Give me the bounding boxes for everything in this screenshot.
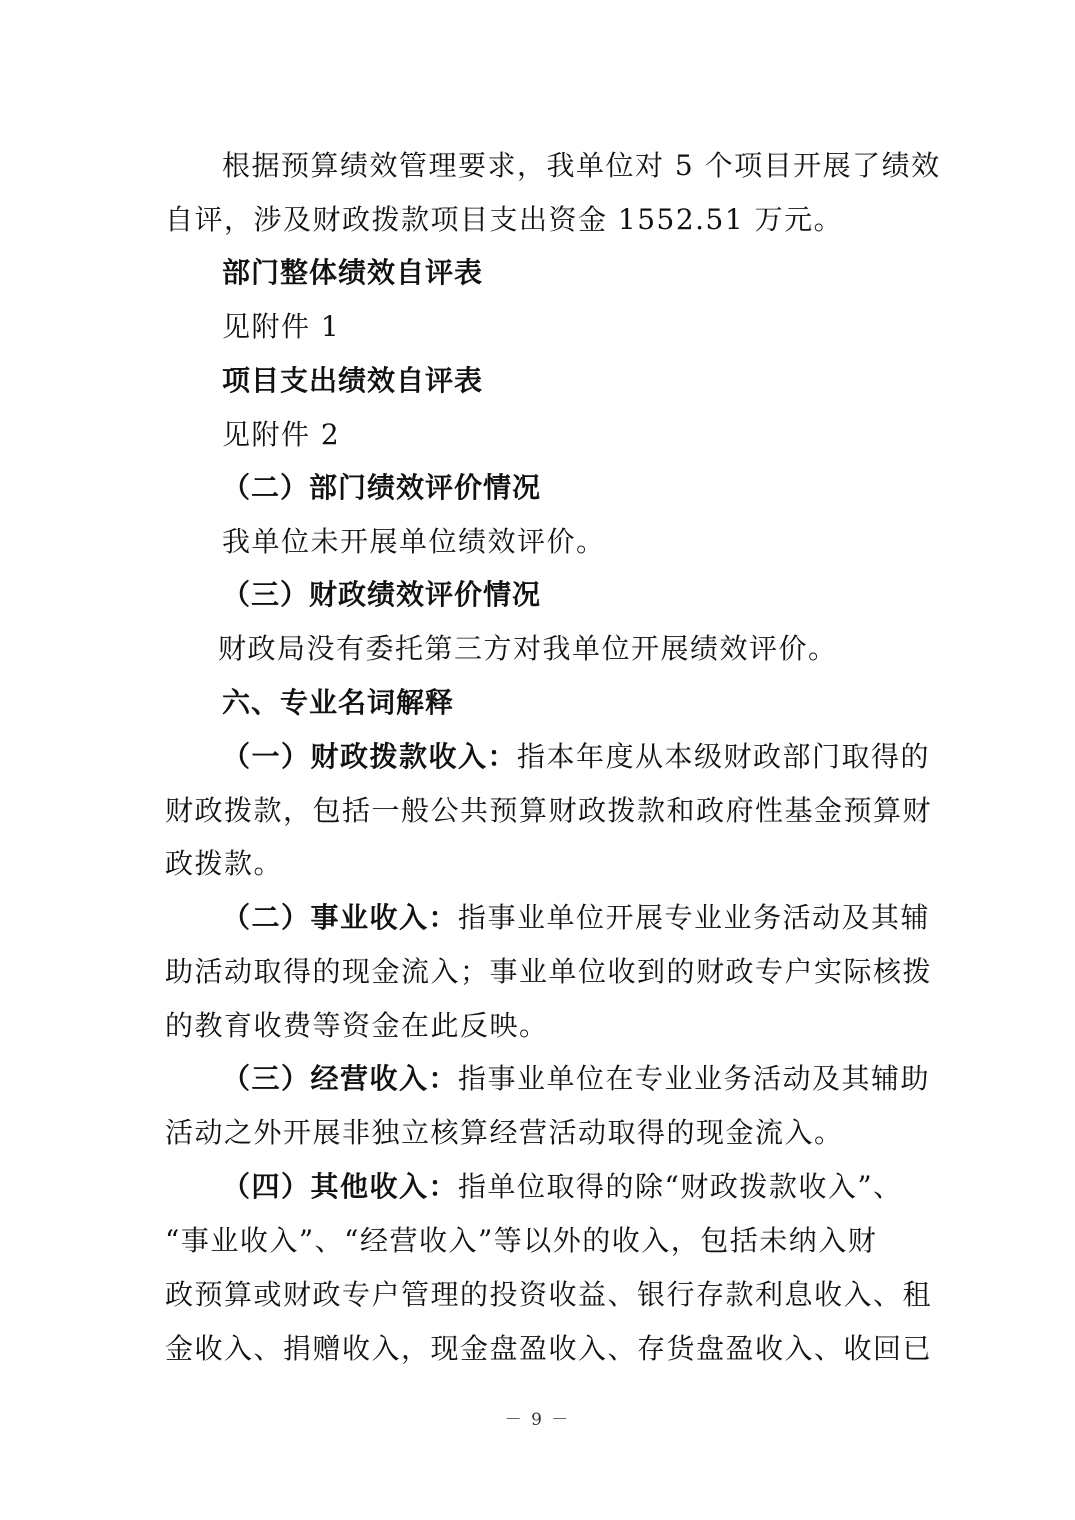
section-fiscal-eval-title: （三）财政绩效评价情况: [222, 578, 542, 611]
dept-table-ref: 见附件 1: [222, 310, 341, 343]
term4-first-line: [222, 1170, 903, 1204]
term2-first-line: [222, 901, 930, 935]
perf-intro-line-2: 自评，涉及财政拨款项目支出资金 1552.51 万元。: [165, 203, 844, 236]
term3-label: （三）经营收入：: [222, 1062, 459, 1095]
term2-line-2: 助活动取得的现金流入；事业单位收到的财政专户实际核拨: [165, 955, 933, 988]
term1-first-line: [222, 740, 930, 774]
term4-line-4: 金收入、捐赠收入，现金盘盈收入、存货盘盈收入、收回已: [165, 1332, 933, 1365]
section-dept-eval-text: 我单位未开展单位绩效评价。: [222, 525, 606, 558]
term1-label: （一）财政拨款收入：: [222, 740, 518, 773]
perf-intro-line-1: 根据预算绩效管理要求，我单位对 5 个项目开展了绩效: [222, 149, 941, 182]
term3-text: 指事业单位在专业业务活动及其辅助: [458, 1062, 931, 1095]
term3-first-line: [222, 1062, 930, 1096]
term1-line-3: 政拨款。: [165, 847, 284, 880]
project-table-title: 项目支出绩效自评表: [222, 364, 484, 397]
section-terms-title: 六、专业名词解释: [222, 686, 455, 719]
project-table-ref: 见附件 2: [222, 418, 341, 451]
term4-label: （四）其他收入：: [222, 1170, 459, 1203]
dept-table-title: 部门整体绩效自评表: [222, 256, 484, 289]
section-dept-eval-title: （二）部门绩效评价情况: [222, 471, 542, 504]
term4-line-3: 政预算或财政专户管理的投资收益、银行存款利息收入、租: [165, 1278, 933, 1311]
term4-text: 指单位取得的除“财政拨款收入”、: [458, 1170, 903, 1203]
term2-line-3: 的教育收费等资金在此反映。: [165, 1009, 549, 1042]
term3-line-2: 活动之外开展非独立核算经营活动取得的现金流入。: [165, 1116, 844, 1149]
term2-text: 指事业单位开展专业业务活动及其辅: [458, 901, 931, 934]
term1-line-2: 财政拨款，包括一般公共预算财政拨款和政府性基金预算财: [165, 794, 933, 827]
term1-text: 指本年度从本级财政部门取得的: [517, 740, 931, 773]
term4-line-2: “事业收入”、“经营收入”等以外的收入，包括未纳入财: [165, 1224, 878, 1257]
page-number: － 9 －: [504, 1410, 571, 1430]
section-fiscal-eval-text: 财政局没有委托第三方对我单位开展绩效评价。: [218, 632, 838, 665]
term2-label: （二）事业收入：: [222, 901, 459, 934]
